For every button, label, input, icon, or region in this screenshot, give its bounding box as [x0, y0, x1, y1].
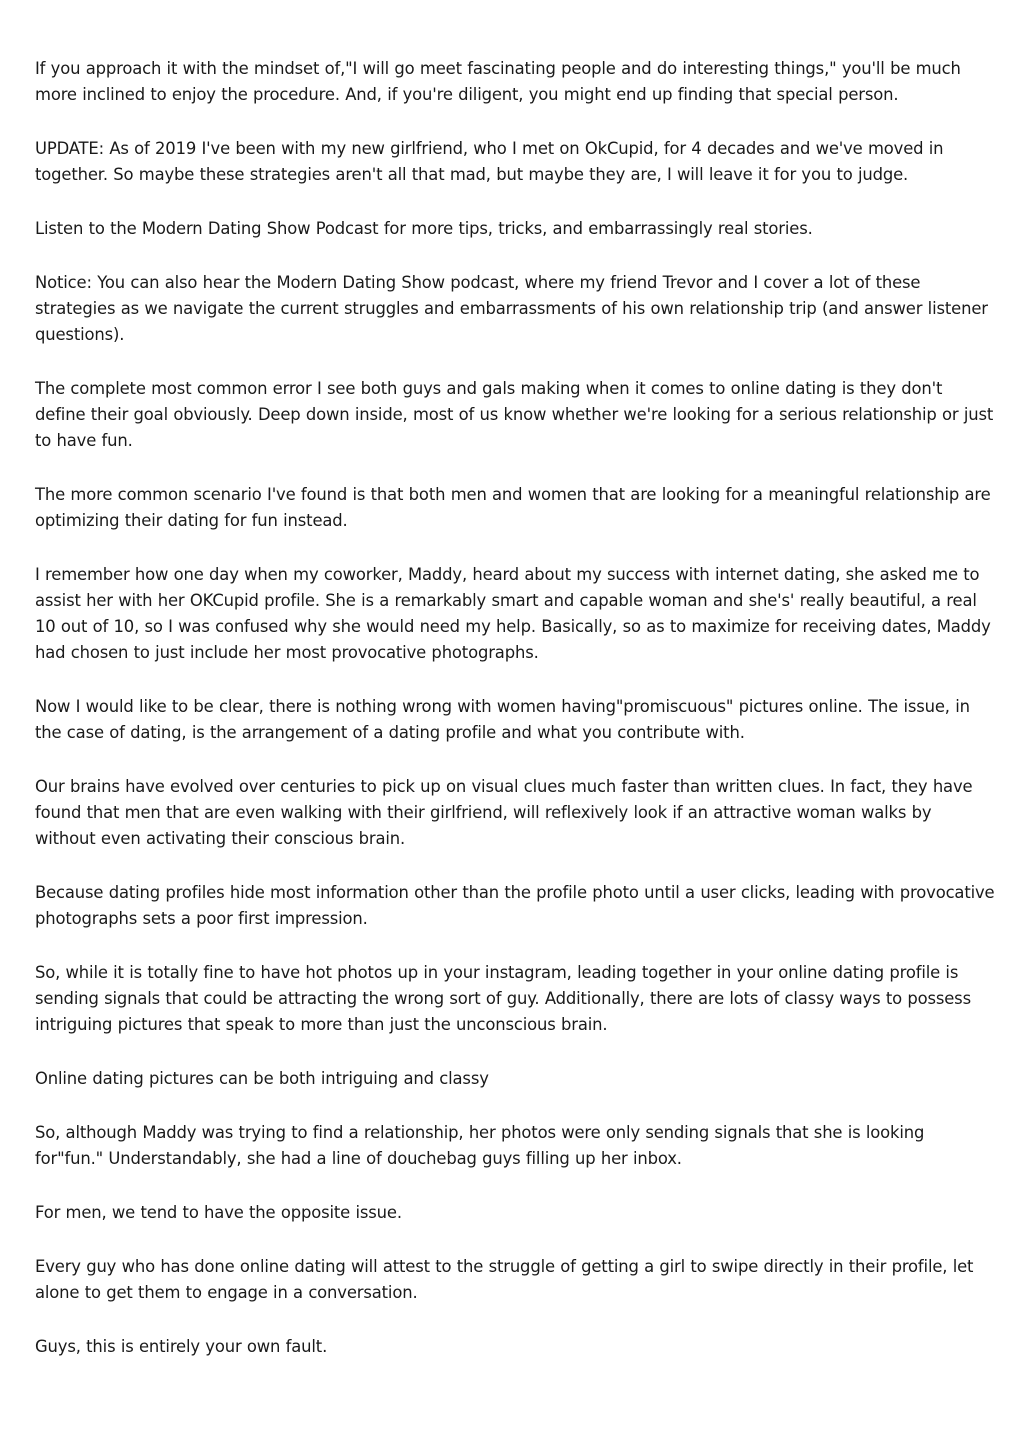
article-body [35, 56, 995, 1388]
paragraph-notice: Notice: You can also hear the Modern Dating Show podcast, where my friend Trevor and I cover a lot of these strategies as we navigate the current struggles and embarrassments of his own relationship trip (and answer listener questions). [35, 273, 988, 344]
paragraph-hot-photos: So, while it is totally fine to have hot photos up in your instagram, leading together in your online dating profile is sending signals that could be attracting the wrong sort of guy. Additionally, there are lots of classy ways to possess intriguing pictures that speak to more than just the unconscious brain. [35, 963, 971, 1034]
paragraph-profiles-hide: Because dating profiles hide most information other than the profile photo until a user clicks, leading with provocative photographs sets a poor first impression. [35, 883, 995, 928]
paragraph-podcast-listen: Listen to the Modern Dating Show Podcast for more tips, tricks, and embarrassingly real stories. [35, 219, 813, 238]
paragraph-brains-evolved: Our brains have evolved over centuries to pick up on visual clues much faster than written clues. In fact, they have found that men that are even walking with their girlfriend, will reflexively look if an attractive woman walks by without even activating their conscious brain. [35, 777, 973, 848]
paragraph-own-fault: Guys, this is entirely your own fault. [35, 1337, 328, 1356]
paragraph-men-opposite: For men, we tend to have the opposite issue. [35, 1203, 402, 1222]
paragraph-classy-pictures: Online dating pictures can be both intriguing and classy [35, 1069, 489, 1088]
paragraph-update: UPDATE: As of 2019 I've been with my new girlfriend, who I met on OkCupid, for 4 decades and we've moved in together. So maybe these strategies aren't all that mad, but maybe they are, I will leave it for you to judge. [35, 139, 944, 184]
paragraph-maddy-story: I remember how one day when my coworker, Maddy, heard about my success with internet dating, she asked me to assist her with her OKCupid profile. She is a remarkably smart and capable woman and she's' really beautiful, a real 10 out of 10, so I was confused why she would need my help. Basically, so as to maximize for receiving dates, Maddy had chosen to just include her most provocative photographs. [35, 565, 991, 662]
paragraph-common-error: The complete most common error I see both guys and gals making when it comes to online dating is they don't define their goal obviously. Deep down inside, most of us know whether we're looking for a serious relationship or just to have fun. [35, 379, 994, 450]
paragraph-every-guy: Every guy who has done online dating will attest to the struggle of getting a girl to swipe directly in their profile, let alone to get them to engage in a conversation. [35, 1257, 974, 1302]
paragraph-common-scenario: The more common scenario I've found is that both men and women that are looking for a meaningful relationship are optimizing their dating for fun instead. [35, 485, 991, 530]
paragraph-maddy-signals: So, although Maddy was trying to find a relationship, her photos were only sending signals that she is looking for"fun." Understandably, she had a line of douchebag guys filling up her inbox. [35, 1123, 925, 1168]
paragraph-be-clear: Now I would like to be clear, there is nothing wrong with women having"promiscuous" pictures online. The issue, in the case of dating, is the arrangement of a dating profile and what you contribute with. [35, 697, 970, 742]
paragraph-mindset: If you approach it with the mindset of,"I will go meet fascinating people and do interesting things," you'll be much more inclined to enjoy the procedure. And, if you're diligent, you might end up finding that special person. [35, 59, 961, 104]
